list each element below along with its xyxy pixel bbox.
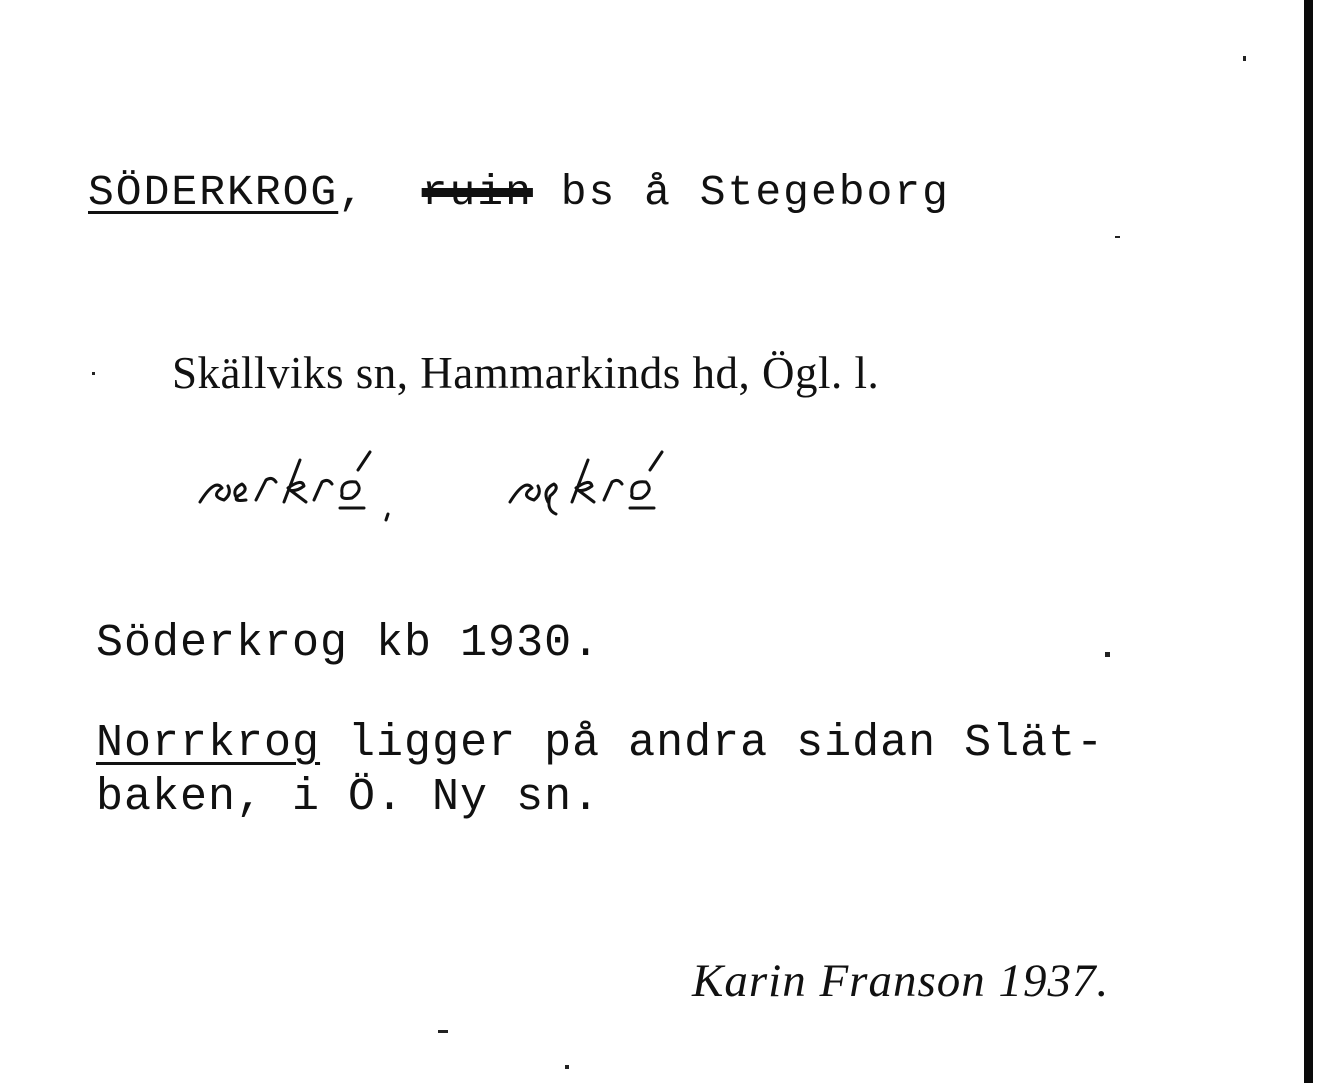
heading-separator: , — [338, 168, 367, 217]
scan-speck — [1243, 56, 1246, 61]
card-heading — [88, 168, 950, 217]
scan-speck — [565, 1065, 569, 1069]
scan-speck — [438, 1030, 448, 1033]
remark-line-1 — [96, 718, 1104, 769]
source-note: Söderkrog kb 1930. — [96, 618, 601, 669]
remark-place-name: Norrkrog — [96, 718, 321, 769]
pronunciation-1-glyph — [200, 452, 388, 520]
remark-line-2: baken, i Ö. Ny sn. — [96, 772, 601, 823]
place-description: bs å Stegeborg — [560, 168, 950, 217]
scan-speck — [92, 372, 95, 375]
card-edge-shadow — [1304, 0, 1313, 1083]
handwritten-pronunciations — [180, 430, 740, 540]
struck-out-word: ruin — [421, 168, 533, 217]
signature: Karin Franson 1937. — [692, 955, 1110, 1007]
scan-speck — [1115, 236, 1120, 238]
remark-text: ligger på andra sidan Slät- — [320, 718, 1105, 769]
pronunciation-2-glyph — [510, 452, 662, 514]
parish-location: Skällviks sn, Hammarkinds hd, Ögl. l. — [172, 348, 880, 398]
scan-speck — [1105, 652, 1110, 657]
place-name: SÖDERKROG — [88, 168, 339, 217]
